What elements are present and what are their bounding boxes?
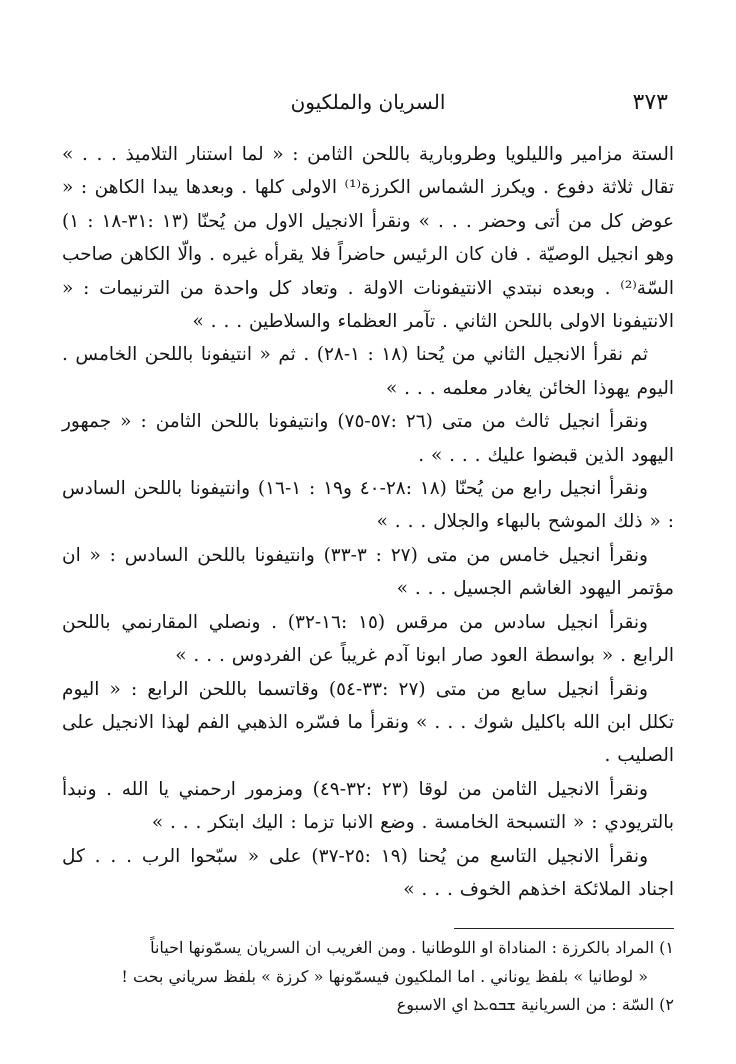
footnote-1: ١) المراد بالكرزة : المناداة او اللوطانيا . ومن الغريب ان السريان يسمّونها احياناً [150,938,674,957]
paragraph-9: ونقرأ الانجيل التاسع من يُحنا (١٩ :٢٥-٣٧) على « سبّحوا الرب . . . كل اجناد الملائكة اخذهم الخوف . . . » [62,845,674,900]
paragraph-1: الستة مزامير والليلويا وطروبارية باللحن الثامن : « لما استنار التلاميذ . . . » تقال ثلاثة دفوع . ويكرز الشماس الكرزة⁽¹⁾ الاولى كلها . وبعدها يبدا الكاهن : « عوض كل من أتى وحضر . . . » ونقرأ الانجيل الاول من يُحنّا (١٣ :٣١-١٨ : ١) وهو انجيل الوصيّة . فان كان الرئيس حاضراً فلا يقرأه غيره . والّا الكاهن صاحب السّة⁽²⁾ . وبعده نبتدي الانتيفونات الاولة . وتعاد كل واحدة من الترنيمات : « الانتيفونا الاولى باللحن الثاني . تآمر العظماء والسلاطين . . . » [62,144,674,333]
footnote-2: ٢) السّة : من السريانية ܫܒܘܥܐ اي الاسبوع [396,995,674,1014]
paragraph-5: ونقرأ انجيل خامس من متى (٢٧ : ٣-٣٣) وانتيفونا باللحن السادس : « ان مؤتمر اليهود الغاشم الجسيل . . . » [62,544,674,600]
footnote-1-continuation: « لوطانيا » بلفظ يوناني . اما الملكيون فيسمّونها « كرزة » بلفظ سرياني بحت ! [121,966,648,986]
paragraph-8: ونقرأ الانجيل الثامن من لوقا (٢٣ :٣٢-٤٩) ومزمور ارحمني يا الله . ونبدأ بالتريودي : « التسبحة الخامسة . وضع الانبا تزما : اليك ابتكر . . . » [62,778,674,834]
paragraph-3: ونقرأ انجيل ثالث من متى (٢٦ :٥٧-٧٥) وانتيفونا باللحن الثامن : « جمهور اليهود الذين قبضوا عليك . . . » . [62,411,674,466]
running-title: السريان والملكيون [290,90,446,114]
paragraph-2: ثم نقرأ الانجيل الثاني من يُحنا (١٨ : ١-٢٨) . ثم « انتيفونا باللحن الخامس . اليوم يهوذا الخائن يغادر معلمه . . . » [62,344,674,399]
footnote-divider [454,928,674,929]
body-text [62,138,674,906]
running-header [64,86,672,122]
footnotes [62,934,674,1020]
paragraph-7: ونقرأ انجيل سابع من متى (٢٧ :٣٣-٥٤) وقاتسما باللحن الرابع : « اليوم تكلل ابن الله باكليل شوك . . . » ونقرأ ما فسّره الذهبي الفم لهذا الانجيل على الصليب . [62,678,674,767]
paragraph-4: ونقرأ انجيل رابع من يُحنّا (١٨ :٢٨-٤٠ و١٩ : ١-١٦) وانتيفونا باللحن السادس : « ذلك الموشح بالبهاء والجلال . . . » [62,478,674,533]
paragraph-6: ونقرأ انجيل سادس من مرقس (١٥ :١٦-٣٢) . ونصلي المقارنمي باللحن الرابع . « بواسطة العود صار ابونا آدم غريباً عن الفردوس . . . » [62,611,674,667]
page-number: ٣٧٣ [632,90,668,115]
